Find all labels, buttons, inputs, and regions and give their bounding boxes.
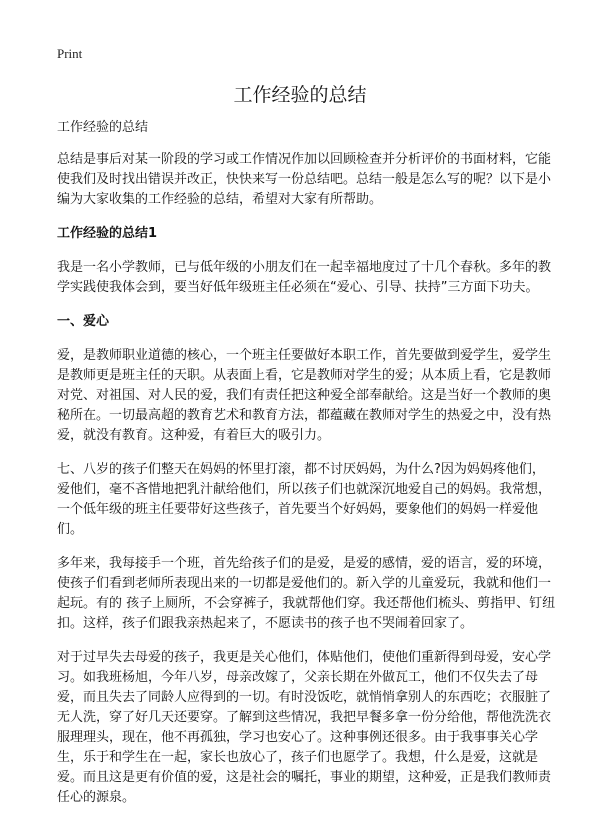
body-paragraph: 爱，是教师职业道德的核心，一个班主任要做好本职工作，首先要做到爱学生，爱学生是教师更是班主任的天职。从表面上看，它是教师对学生的爱；从本质上看，它是教师对党、对祖国、对人民的爱，我们有责任把这种爱全部奉献给。这是当好一个教师的奥秘所在。一切最高超的教育艺术和教育方法，都蕴藏在教师对学生的热爱之中，没有热爱，就没有教育。这种爱，有着巨大的吸引力。 bbox=[57, 348, 552, 443]
section-heading: 工作经验的总结1 bbox=[57, 226, 158, 241]
section-paragraph: 我是一名小学教师，已与低年级的小朋友们在一起幸福地度过了十几个春秋。多年的教学实践使我体会到，要当好低年级班主任必须在“爱心、引导、扶持”三方面下功夫。 bbox=[57, 260, 552, 295]
body-paragraph: 多年来，我每接手一个班，首先给孩子们的是爱，是爱的感情，爱的语言，爱的环境，使孩子们看到老师所表现出来的一切都是爱他们的。新入学的儿童爱玩，我就和他们一起玩。有的 孩子上厕所，不会穿裤子，我就帮他们穿。我还帮他们梳头、剪指甲、钉纽扣。这样，孩子们跟我亲热起来了，不愿读书的孩子也不哭闹着回家了。 bbox=[57, 556, 556, 631]
print-link[interactable]: Print bbox=[57, 46, 83, 61]
page-title: 工作经验的总结 bbox=[233, 84, 367, 106]
body-paragraph: 七、八岁的孩子们整天在妈妈的怀里打滚，都不讨厌妈妈，为什么?因为妈妈疼他们，爱他们，毫不吝惜地把乳汁献给他们，所以孩子们也就深沉地爱自己的妈妈。我常想，一个低年级的班主任要带好这些孩子，首先要当个好妈妈，要象他们的妈妈一样爱他们。 bbox=[57, 462, 552, 537]
sub-heading: 一、爱心 bbox=[57, 314, 110, 329]
intro-paragraph: 总结是事后对某一阶段的学习或工作情况作加以回顾检查并分析评价的书面材料，它能使我们及时找出错误并改正，快快来写一份总结吧。总结一般是怎么写的呢？以下是小编为大家收集的工作经验的总结，希望对大家有所帮助。 bbox=[57, 152, 552, 207]
body-paragraph: 对于过早失去母爱的孩子，我更是关心他们，体贴他们，使他们重新得到母爱，安心学习。如我班杨旭，今年八岁，母亲改嫁了，父亲长期在外做瓦工，他们不仅失去了母爱，而且失去了同龄人应得到的一切。有时没饭吃，就悄悄拿别人的东西吃；衣服脏了无人洗，穿了好几天还要穿。了解到这些情况，我把早餐多拿一份分给他，帮他洗洗衣服理理头，现在，他不再孤独，学习也安心了。这种事例还很多。由于我事事关心学生，乐于和学生在一起，家长也放心了，孩子们也愿学了。我想，什么是爱，这就是爱。而且这是更有价值的爱，这是社会的嘱托，事业的期望，这种爱，正是我们教师责任心的源泉。 bbox=[57, 650, 552, 805]
article-subtitle: 工作经验的总结 bbox=[57, 120, 149, 135]
article-body bbox=[57, 118, 557, 822]
